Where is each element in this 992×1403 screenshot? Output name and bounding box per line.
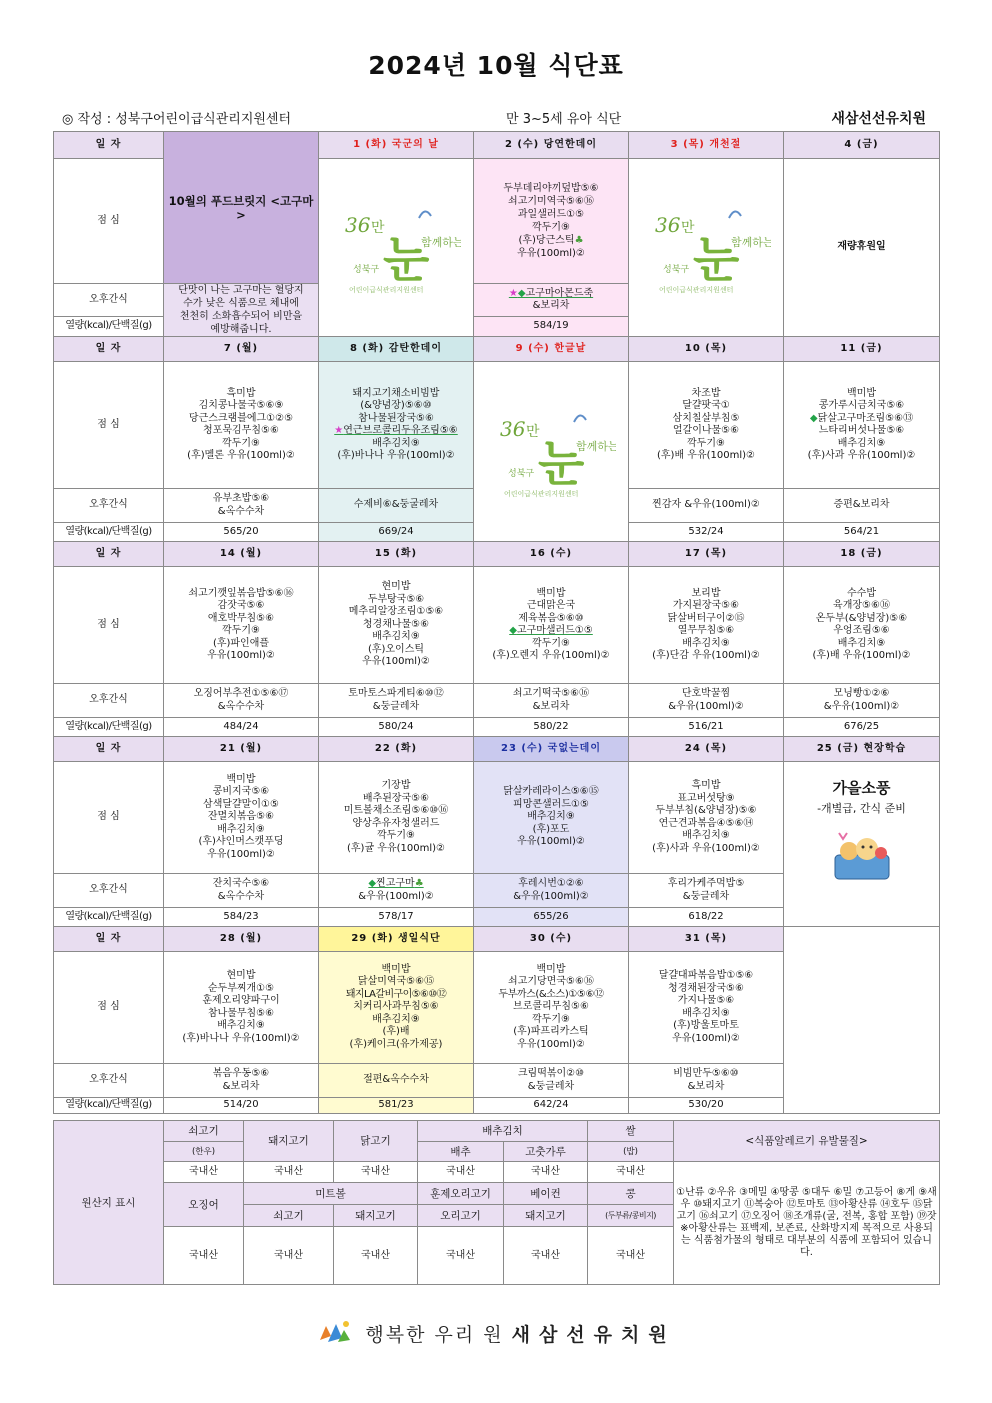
oct-17-kcal: 516/21 [629,718,784,737]
oct-31-snack: 비빔만두⑤⑥⑩ &보리차 [629,1064,784,1098]
lunch-label: 점 심 [54,952,164,1064]
oct-11-lunch: 백미밥 콩가루시금치국⑤⑥ ◆닭살고구마조림⑤⑥⑬ 느타리버섯나물⑤⑥ 배추김치⑨ (후)사과 우유(100ml)② [784,362,940,489]
day-label: 일 자 [54,542,164,567]
center-logo-icon [641,180,771,310]
oct-10-lunch: 차조밥 달걀팟국① 삼치칠살부침⑤ 얼갈이나물⑤⑥ 깍두기⑨ (후)배 우유(100ml)② [629,362,784,489]
oct-14-snack: 오징어부추전①⑤⑥⑰ &옥수수차 [164,684,319,718]
oct-30-snack: 크림떡볶이②⑩ &둥글레차 [474,1064,629,1098]
oct-17-snack: 단호박꿀찜 &우유(100ml)② [629,684,784,718]
oct-8-kcal: 669/24 [319,523,474,542]
allergy-title: <식품알레르기 유발물질> [674,1121,940,1162]
svg-text:성북구: 성북구 [663,265,690,276]
field-trip-title: 가을소풍 [832,779,891,797]
svg-text:눈: 눈 [693,232,740,289]
date-oct-23: 23 (수) 국없는데이 [474,737,629,762]
svg-text:36: 36 [345,213,371,238]
oct-11-snack: 증편&보리차 [784,489,940,523]
oct-15-lunch: 현미밥 두부탕국⑤⑥ 메추리알장조림①⑤⑥ 청경채나물⑤⑥ 배추김치⑨ (후)오이스틱 우유(100ml)② [319,567,474,684]
star-icon: ★ [334,425,344,436]
oct-16-lunch: 백미밥 근대맑은국 제육볶음⑤⑥⑩ ◆고구마샐러드①⑤ 깍두기⑨ (후)오렌지 우유(100ml)② [474,567,629,684]
date-oct-7: 7 (월) [164,337,319,362]
lunch-label: 점 심 [54,159,164,284]
oct-17-lunch: 보리밥 가지된장국⑤⑥ 닭살버터구이②⑮ 열무무침⑤⑥ 배추김치⑨ (후)단감 우유(100ml)② [629,567,784,684]
logo-cell [629,159,784,337]
oct-23-lunch: 닭살카레라이스⑤⑥⑮ 피망콘샐러드①⑤ 배추김치⑨ (후)포도 우유(100ml)② [474,762,629,874]
snack-label: 오후간식 [54,489,164,523]
food-bridge-title: 10월의 푸드브릿지 <고구마> [164,132,319,284]
oct-15-kcal: 580/24 [319,718,474,737]
oct-14-kcal: 484/24 [164,718,319,737]
oct-7-snack: 유부초밥⑤⑥ &옥수수차 [164,489,319,523]
svg-text:성북구: 성북구 [508,469,535,480]
logo-cell [474,362,629,542]
date-oct-25: 25 (금) 현장학습 [784,737,940,762]
diamond-icon: ◆ [809,412,818,424]
header-info [62,108,936,128]
svg-text:눈: 눈 [538,436,585,493]
date-oct-3: 3 (목) 개천절 [629,132,784,159]
date-oct-28: 28 (월) [164,927,319,952]
day-label: 일 자 [54,132,164,159]
oct-23-snack: 후레시번①②⑥ &우유(100ml)② [474,874,629,908]
footer-text: 행복한 우리 원 [365,1323,504,1346]
svg-text:36: 36 [500,417,526,442]
center-logo-icon [486,384,616,514]
oct-8-lunch: 돼지고기채소비빔밥 (&양념장)⑤⑥⑩ 참나물된장국⑤⑥ ★연근브로콜리두유조림⑤⑥ 배추김치⑨ (후)바나나 우유(100ml)② [319,362,474,489]
oct-16-snack: 쇠고기떡국⑤⑥⑯ &보리차 [474,684,629,718]
kcal-label: 열량(kcal)/단백질(g) [54,718,164,737]
origin-label: 원산지 표시 [54,1121,164,1285]
school-name: 새삼선선유치원 [831,111,926,127]
discretionary-holiday: 재량휴원일 [784,159,940,337]
oct-31-lunch: 달걀대파볶음밥①⑤⑥ 청경채된장국⑤⑥ 가지나물⑤⑥ 배추김치⑨ (후)방울토마토 우유(100ml)② [629,952,784,1064]
oct-24-kcal: 618/22 [629,908,784,927]
food-bridge-text: 단맛이 나는 고구마는 혈당지수가 낮은 식품으로 체내에 천천히 소화흡수되어 비만을 예방해줍니다. [164,284,319,337]
diamond-icon: ◆ [517,287,526,299]
date-oct-4: 4 (금) [784,132,940,159]
svg-text:만: 만 [526,424,540,441]
menu-table [53,131,940,1114]
date-oct-15: 15 (화) [319,542,474,567]
oct-2-snack: ★◆고구마아몬드죽 &보리차 [474,284,629,317]
date-oct-29: 29 (화) 생일식단 [319,927,474,952]
oct-2-lunch: 두부데리야끼덮밥⑤⑥ 쇠고기미역국⑤⑥⑯ 과일샐러드①⑤ 깍두기⑨ (후)당근스틱♣ 우유(100ml)② [474,159,629,284]
oct-23-kcal: 655/26 [474,908,629,927]
svg-text:어린이급식관리지원센터: 어린이급식관리지원센터 [504,490,579,499]
footer [0,1318,992,1352]
oct-21-snack: 잔치국수⑤⑥ &옥수수차 [164,874,319,908]
target-age-text: 만 3~5세 유아 식단 [506,112,622,127]
origin-table: 원산지 표시 쇠고기 돼지고기 닭고기 배추김치 쌀 <식품알레르기 유발물질> (한우) 배추 고춧가루 (밥) 국내산 국내산 국내산 국내산 국내산 국내산 ①난류 ②우유 ③메밀 ④땅콩 ⑤대두 ⑥밀 ⑦고등어 ⑧게 ⑨새우 ⑩돼지고기 ⑪복숭아 ⑫토마토 ⑬아황산류 ⑭호두 ⑮닭고기 ⑯쇠고기 ⑰오징어 ⑱조개류(굴, 전복, 홍합 포함) ⑲잣 ※아황산류는 표백제, 보존료, 산화방지제 목적으로 사용되는 식품첨가물의 형태로 대부분의 식품에 포함되어 있습니다. 오징어 미트볼 훈제오리고기 베이컨 콩 쇠고기 돼지고기 오리고기 돼지고기 (두부류/콩비지) 국내산 국내산 국내산 국내산 국내산 국내산 [53,1120,940,1285]
oct-30-kcal: 642/24 [474,1098,629,1114]
date-oct-8: 8 (화) 감탄한데이 [319,337,474,362]
date-oct-16: 16 (수) [474,542,629,567]
oct-18-lunch: 수수밥 육개장⑤⑥⑯ 온두부(&양념장)⑤⑥ 우엉조림⑤⑥ 배추김치⑨ (후)배 우유(100ml)② [784,567,940,684]
date-oct-1: 1 (화) 국군의 날 [319,132,474,159]
svg-text:만: 만 [371,220,385,237]
oct-10-kcal: 532/24 [629,523,784,542]
oct-28-snack: 볶음우동⑤⑥ &보리차 [164,1064,319,1098]
svg-text:함께하는: 함께하는 [421,236,461,250]
oct-8-snack: 수제비⑥&둥굴레차 [319,489,474,523]
oct-10-snack: 찐감자 &우유(100ml)② [629,489,784,523]
date-oct-22: 22 (화) [319,737,474,762]
oct-28-kcal: 514/20 [164,1098,319,1114]
date-oct-24: 24 (목) [629,737,784,762]
center-logo-icon [331,180,461,310]
svg-text:어린이급식관리지원센터: 어린이급식관리지원센터 [659,286,734,295]
kcal-label: 열량(kcal)/단백질(g) [54,1098,164,1114]
snack-label: 오후간식 [54,684,164,718]
oct-21-lunch: 백미밥 콩비지국⑤⑥ 삼색달걀말이①⑤ 잔멸치볶음⑤⑥ 배추김치⑨ (후)샤인머스캣푸딩 우유(100ml)② [164,762,319,874]
oct-11-kcal: 564/21 [784,523,940,542]
date-oct-11: 11 (금) [784,337,940,362]
diamond-icon: ◆ [509,625,517,636]
oct-22-kcal: 578/17 [319,908,474,927]
oct-24-lunch: 흑미밥 표고버섯탕⑨ 두부부침(&양념장)⑤⑥ 연근견과볶음④⑤⑥⑭ 배추김치⑨ (후)사과 우유(100ml)② [629,762,784,874]
snack-label: 오후간식 [54,284,164,317]
oct-18-kcal: 676/25 [784,718,940,737]
star-icon: ★ [508,287,518,299]
svg-text:눈: 눈 [383,232,430,289]
date-oct-18: 18 (금) [784,542,940,567]
svg-text:어린이급식관리지원센터: 어린이급식관리지원센터 [349,286,424,295]
svg-text:함께하는: 함께하는 [731,236,771,250]
oct-7-lunch: 흑미밥 김치콩나물국⑤⑥⑨ 당근스크램블에그①②⑤ 청포묵김무침⑤⑥ 깍두기⑨ (후)멜론 우유(100ml)② [164,362,319,489]
kindergarten-logo-icon [316,1318,354,1348]
date-oct-10: 10 (목) [629,337,784,362]
oct-28-lunch: 현미밥 순두부찌개①⑤ 훈제오리양파구이 참나물무침⑤⑥ 배추김치⑨ (후)바나나 우유(100ml)② [164,952,319,1064]
oct-18-snack: 모닝빵①②⑥ &우유(100ml)② [784,684,940,718]
oct-2-kcal: 584/19 [474,317,629,337]
day-label: 일 자 [54,337,164,362]
date-oct-17: 17 (목) [629,542,784,567]
author-text: ◎ 작성 : 성북구어린이급식관리지원센터 [62,112,292,127]
date-oct-14: 14 (월) [164,542,319,567]
oct-14-lunch: 쇠고기깻잎볶음밥⑤⑥⑯ 감잣국⑤⑥ 애호박무침⑤⑥ 깍두기⑨ (후)파인애플 우유(100ml)② [164,567,319,684]
svg-text:함께하는: 함께하는 [576,440,616,454]
oct-29-lunch: 백미밥 닭살미역국⑤⑥⑮ 돼지LA갈비구이⑤⑥⑩⑫ 치커리사과무침⑤⑥ 배추김치⑨ (후)배 (후)케이크(유가제공) [319,952,474,1064]
oct-30-lunch: 백미밥 쇠고기당면국⑤⑥⑯ 두부까스(&소스)①⑤⑥⑫ 브로콜리무침⑤⑥ 깍두기⑨ (후)파프리카스틱 우유(100ml)② [474,952,629,1064]
oct-22-lunch: 기장밥 배추된장국⑤⑥ 미트볼채소조림⑤⑥⑩⑯ 양상추유자청샐러드 깍두기⑨ (후)귤 우유(100ml)② [319,762,474,874]
lunch-label: 점 심 [54,362,164,489]
svg-text:만: 만 [681,220,695,237]
empty-cell [784,927,940,1114]
oct-15-snack: 토마토스파게티⑥⑩⑫ &둥글레차 [319,684,474,718]
snack-label: 오후간식 [54,1064,164,1098]
oct-22-snack: ◆찐고구마♣ &우유(100ml)② [319,874,474,908]
diamond-icon: ◆ [368,878,377,889]
oct-16-kcal: 580/22 [474,718,629,737]
footer-school: 새삼선유치원 [511,1323,676,1346]
oct-31-kcal: 530/20 [629,1098,784,1114]
oct-29-kcal: 581/23 [319,1098,474,1114]
svg-text:36: 36 [655,213,681,238]
page-title: 2024년 10월 식단표 [368,51,624,80]
date-oct-31: 31 (목) [629,927,784,952]
lunchbox-icon [827,825,897,885]
logo-cell [319,159,474,337]
oct-24-snack: 후리가케주먹밥⑤ &둥글레차 [629,874,784,908]
kcal-label: 열량(kcal)/단백질(g) [54,908,164,927]
date-oct-30: 30 (수) [474,927,629,952]
day-label: 일 자 [54,927,164,952]
allergy-text: ①난류 ②우유 ③메밀 ④땅콩 ⑤대두 ⑥밀 ⑦고등어 ⑧게 ⑨새우 ⑩돼지고기 ⑪복숭아 ⑫토마토 ⑬아황산류 ⑭호두 ⑮닭고기 ⑯쇠고기 ⑰오징어 ⑱조개류(굴, 전복, 홍합 포함) ⑲잣 ※아황산류는 표백제, 보존료, 산화방지제 목적으로 사용되는 식품첨가물의 형태로 대부분의 식품에 포함되어 있습니다. [674,1162,940,1285]
field-trip-sub: -개별급, 간식 준비 [817,801,906,815]
field-trip-cell [784,762,940,927]
date-oct-9: 9 (수) 한글날 [474,337,629,362]
oct-21-kcal: 584/23 [164,908,319,927]
lunch-label: 점 심 [54,567,164,684]
week1-date-row [54,132,940,159]
oct-29-snack: 절편&옥수수차 [319,1064,474,1098]
oct-7-kcal: 565/20 [164,523,319,542]
date-oct-21: 21 (월) [164,737,319,762]
day-label: 일 자 [54,737,164,762]
svg-text:성북구: 성북구 [353,265,380,276]
kcal-label: 열량(kcal)/단백질(g) [54,523,164,542]
clover-icon: ♣ [574,235,584,246]
date-oct-2: 2 (수) 당연한데이 [474,132,629,159]
kcal-label: 열량(kcal)/단백질(g) [54,317,164,337]
lunch-label: 점 심 [54,762,164,874]
snack-label: 오후간식 [54,874,164,908]
clover-icon: ♣ [414,878,424,889]
